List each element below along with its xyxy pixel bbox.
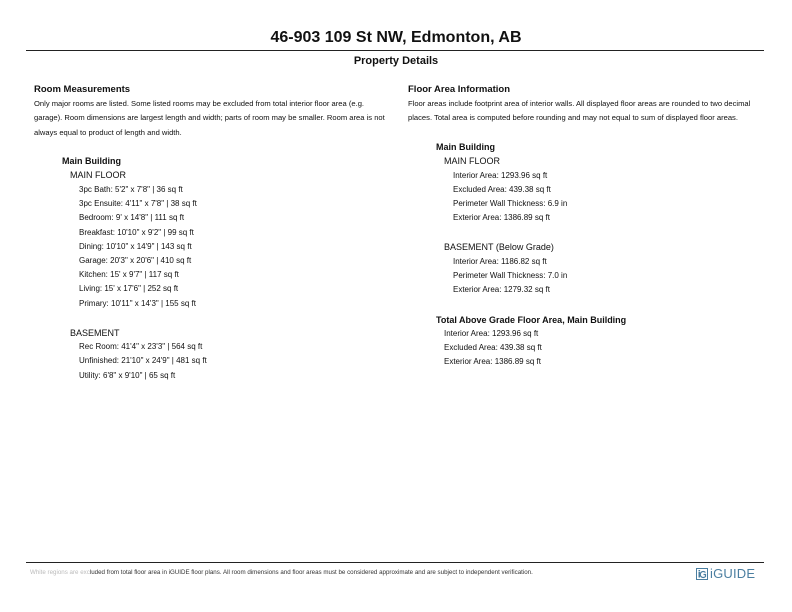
room-measurements-heading: Room Measurements	[34, 84, 131, 95]
iguide-logo-icon	[696, 568, 708, 580]
building-title: Main Building	[436, 141, 495, 152]
total-area-item: Exterior Area: 1386.89 sq ft	[444, 357, 541, 367]
area-item: Interior Area: 1186.82 sq ft	[453, 256, 547, 266]
page-title: 46-903 109 St NW, Edmonton, AB	[270, 29, 522, 46]
total-area-item: Excluded Area: 439.38 sq ft	[444, 343, 542, 353]
floor-area-section	[408, 83, 770, 370]
floor-title: BASEMENT	[70, 327, 120, 338]
iguide-logo	[696, 566, 755, 582]
footer-disclaimer-faded: White regions are exc	[30, 569, 90, 576]
room-item: Unfinished: 21'10" x 24'9" | 481 sq ft	[79, 356, 207, 366]
floor-title: MAIN FLOOR	[444, 156, 501, 167]
total-area-heading: Total Above Grade Floor Area, Main Building	[436, 314, 627, 325]
building-title: Main Building	[62, 155, 121, 166]
room-item: Rec Room: 41'4" x 23'3" | 564 sq ft	[79, 342, 203, 352]
area-item: Interior Area: 1293.96 sq ft	[453, 170, 548, 180]
area-item: Exterior Area: 1386.89 sq ft	[453, 213, 550, 223]
area-item: Exterior Area: 1279.32 sq ft	[453, 285, 550, 295]
page-subtitle: Property Details	[353, 55, 439, 67]
iguide-logo-text: iGUIDE	[710, 566, 756, 581]
floor-title: BASEMENT (Below Grade)	[444, 242, 554, 253]
floor-area-heading: Floor Area Information	[408, 84, 511, 95]
room-item: 3pc Bath: 5'2" x 7'8" | 36 sq ft	[79, 184, 183, 194]
footer-disclaimer-text: luded from total floor area in iGUIDE floor plans. All room dimensions and floor areas must be considered approximate and are subject to independent verification.	[89, 569, 533, 576]
room-item: Living: 15' x 17'6" | 252 sq ft	[79, 284, 179, 294]
area-item: Perimeter Wall Thickness: 6.9 in	[453, 199, 568, 208]
footer-divider	[26, 562, 764, 563]
title-divider	[26, 50, 764, 51]
room-item: Kitchen: 15' x 9'7" | 117 sq ft	[79, 270, 179, 280]
room-item: Breakfast: 10'10" x 9'2" | 99 sq ft	[79, 227, 194, 237]
room-item: Garage: 20'3" x 20'6" | 410 sq ft	[79, 255, 192, 265]
room-item: Bedroom: 9' x 14'8" | 111 sq ft	[79, 213, 185, 223]
room-item: 3pc Ensuite: 4'11" x 7'8" | 38 sq ft	[79, 199, 197, 209]
area-item: Excluded Area: 439.38 sq ft	[453, 184, 551, 194]
room-item: Dining: 10'10" x 14'9" | 143 sq ft	[79, 241, 192, 251]
floor-title: MAIN FLOOR	[70, 170, 127, 181]
area-item: Perimeter Wall Thickness: 7.0 in	[453, 271, 568, 281]
total-area-item: Interior Area: 1293.96 sq ft	[444, 329, 539, 339]
room-item: Primary: 10'11" x 14'3" | 155 sq ft	[79, 298, 196, 308]
floor-area-description: Floor areas include footprint area of interior walls. All displayed floor areas are rounded to two decimal places. Total area is computed before rounding and may not equal to sum of displayed floor areas.	[408, 99, 751, 123]
room-measurements-description: Only major rooms are listed. Some listed rooms may be excluded from total interior floor area (e.g. garage). Room dimensions are largest length and width; parts of room may be smaller. Room area is not always equal to product of length and width.	[34, 99, 385, 137]
footer-disclaimer	[30, 568, 533, 577]
room-measurements-section	[34, 83, 394, 383]
room-item: Utility: 6'8" x 9'10" | 65 sq ft	[79, 370, 176, 380]
